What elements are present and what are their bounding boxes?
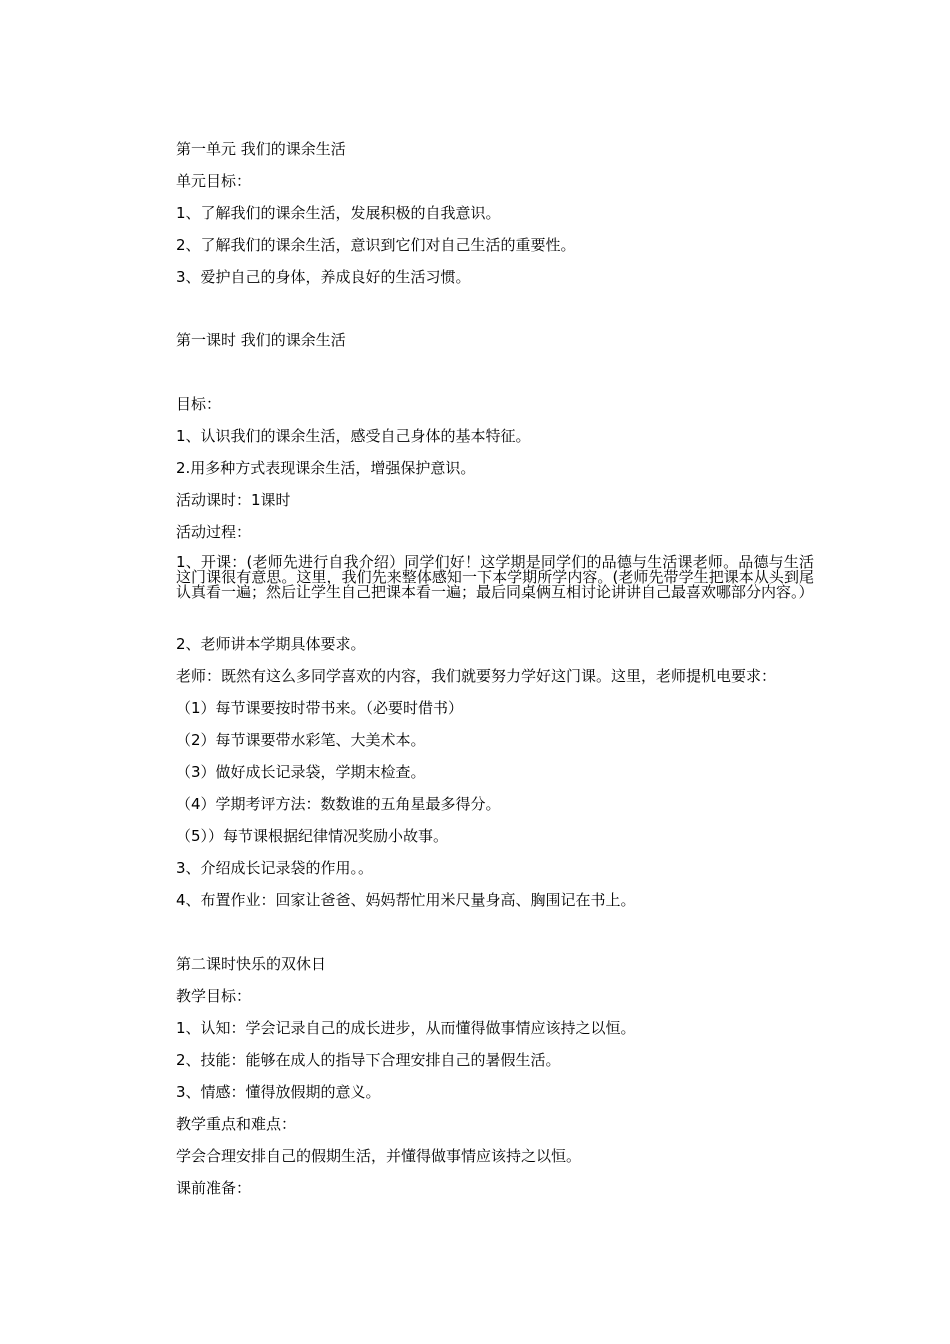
lesson-2-goal-1: 1、认知：学会记录自己的成长进步，从而懂得做事情应该持之以恒。 bbox=[176, 1019, 636, 1037]
unit-goals-heading: 单元目标： bbox=[176, 172, 252, 190]
requirement-3: （3）做好成长记录袋，学期末检查。 bbox=[176, 763, 426, 781]
unit-goal-3: 3、爱护自己的身体，养成良好的生活习惯。 bbox=[176, 268, 471, 286]
lesson-1-goal-1: 1、认识我们的课余生活，感受自己身体的基本特征。 bbox=[176, 427, 531, 445]
lesson-2-goals-heading: 教学目标： bbox=[176, 987, 252, 1005]
lesson-1-goals-heading: 目标： bbox=[176, 395, 222, 413]
requirement-5: （5））每节课根据纪律情况奖励小故事。 bbox=[176, 827, 449, 845]
key-points-text: 学会合理安排自己的假期生活，并懂得做事情应该持之以恒。 bbox=[176, 1147, 582, 1165]
activity-step-2: 2、老师讲本学期具体要求。 bbox=[176, 635, 366, 653]
activity-hours: 活动课时：1课时 bbox=[176, 491, 291, 509]
lesson-2-title: 第二课时快乐的双休日 bbox=[176, 955, 327, 973]
lesson-2-goal-2: 2、技能：能够在成人的指导下合理安排自己的暑假生活。 bbox=[176, 1051, 561, 1069]
unit-title: 第一单元 我们的课余生活 bbox=[176, 140, 346, 158]
lesson-1-title: 第一课时 我们的课余生活 bbox=[176, 331, 346, 349]
activity-step-4: 4、布置作业：回家让爸爸、妈妈帮忙用米尺量身高、胸围记在书上。 bbox=[176, 891, 636, 909]
requirement-1: （1）每节课要按时带书来。（必要时借书） bbox=[176, 699, 464, 717]
key-points-heading: 教学重点和难点： bbox=[176, 1115, 297, 1133]
teacher-requirements-intro: 老师：既然有这么多同学喜欢的内容，我们就要努力学好这门课。这里，老师提机电要求： bbox=[176, 667, 777, 685]
requirement-2: （2）每节课要带水彩笔、大美术本。 bbox=[176, 731, 426, 749]
activity-process-heading: 活动过程： bbox=[176, 523, 252, 541]
unit-goal-1: 1、了解我们的课余生活，发展积极的自我意识。 bbox=[176, 204, 501, 222]
activity-step-3: 3、介绍成长记录袋的作用。。 bbox=[176, 859, 374, 877]
requirement-4: （4）学期考评方法：数数谁的五角星最多得分。 bbox=[176, 795, 501, 813]
preparation-heading: 课前准备： bbox=[176, 1179, 252, 1197]
activity-step-1-paragraph: 1、开课：(老师先进行自我介绍）同学们好！这学期是同学们的品德与生活课老师。品德与生活这门课很有意思。这里，我们先来整体感知一下本学期所学内容。(老师先带学生把课本从头到尾认真看一遍；然后让学生自己把课本看一遍；最后同桌俩互相讨论讲讲自己最喜欢哪部分内容。） bbox=[176, 553, 814, 601]
lesson-1-goal-2: 2.用多种方式表现课余生活，增强保护意识。 bbox=[176, 459, 476, 477]
unit-goal-2: 2、了解我们的课余生活，意识到它们对自己生活的重要性。 bbox=[176, 236, 576, 254]
lesson-2-goal-3: 3、情感：懂得放假期的意义。 bbox=[176, 1083, 381, 1101]
